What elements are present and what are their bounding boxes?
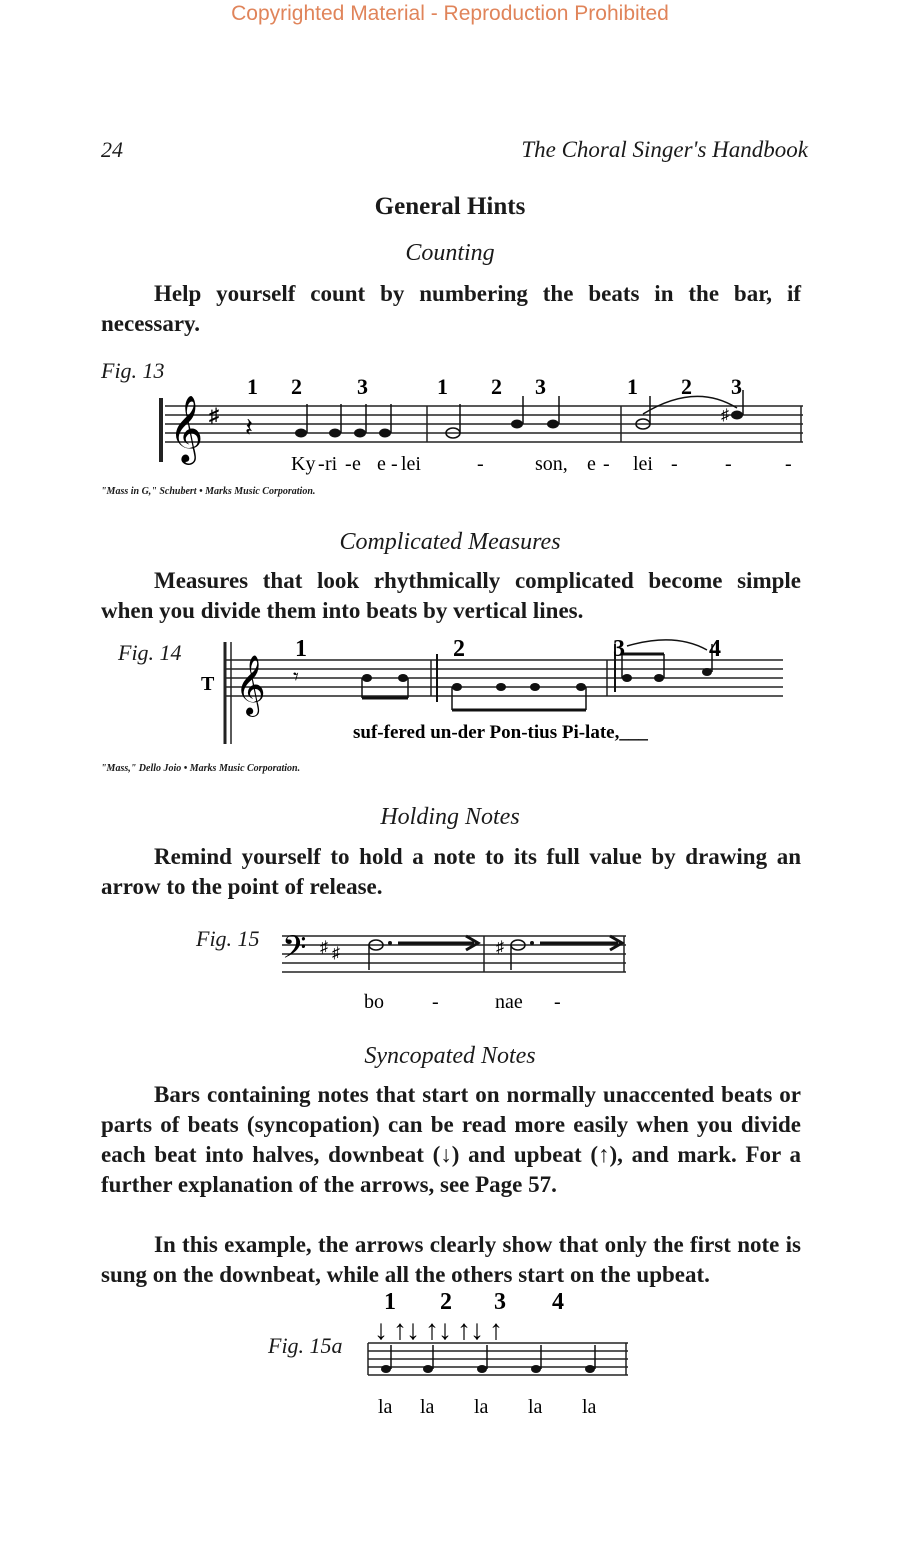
heading-complicated: Complicated Measures [339,529,561,555]
fig13-lyric: lei [633,453,653,475]
fig13-lyric: - [391,453,398,475]
fig13-count: 1 [247,374,258,399]
fig15-label: Fig. 15 [196,926,260,951]
fig15-lyric: bo [364,991,384,1013]
svg-text:♯: ♯ [209,405,219,427]
fig14-count: 2 [453,636,465,662]
fig15a-count: 2 [440,1289,452,1315]
fig14-caption: "Mass," Dello Joio • Marks Music Corporation. [101,763,301,774]
fig13-count: 1 [437,374,448,399]
fig15a-label: Fig. 15a [268,1333,343,1358]
svg-text:♯: ♯ [332,945,340,962]
fig15a-count: 1 [384,1289,396,1315]
svg-text:♯: ♯ [721,407,729,424]
svg-text:♯: ♯ [320,939,328,956]
fig13-count: 2 [291,374,302,399]
fig13-lyric: - [603,453,610,475]
fig15a-count: 4 [552,1289,564,1315]
section-title: General Hints [374,193,526,220]
fig13-label: Fig. 13 [101,358,165,383]
fig14-music [195,632,795,750]
running-title: The Choral Singer's Handbook [521,137,808,162]
fig13-lyric: e [587,453,596,475]
fig14-label: Fig. 14 [118,640,182,665]
page-number: 24 [101,137,123,162]
fig13-lyric: - [725,453,732,475]
fig14-lyrics: suf-fered un-der Pon-tius Pi-late,___ [353,722,648,743]
fig13-lyric: - [671,453,678,475]
beat-arrows-icon: ↓ ↑↓ ↑↓ ↑↓ ↑ [374,1315,502,1346]
fig15a-music [362,1285,642,1425]
fig14-voice: T [201,673,215,695]
fig13-count: 2 [491,374,502,399]
fig13-lyric: - [318,453,325,475]
fig13-count: 2 [681,374,692,399]
fig13-lyric: Ky [291,453,316,475]
fig13-lyric: - [345,453,352,475]
fig13-count: 3 [535,374,546,399]
svg-text:𝄾: 𝄾 [293,664,299,689]
heading-holding: Holding Notes [380,804,520,830]
watermark: Copyrighted Material - Reproduction Prohibited [231,2,669,25]
fig15-lyric: - [554,991,561,1013]
paragraph-syncopated-1: Bars containing notes that start on normally unaccented beats or parts of beats (syncopation) can be read more easily when you divide each beat into halves, downbeat (↓) and upbeat (↑), and mark. For a further explanation of the arrows, see Page 57. [101,1082,801,1197]
fig13-lyric: ri [325,453,338,475]
fig13-caption: "Mass in G," Schubert • Marks Music Corporation. [101,486,316,497]
bass-clef-icon: 𝄢 [282,931,307,973]
heading-syncopated: Syncopated Notes [364,1043,536,1069]
fig13-lyric: - [477,453,484,475]
fig15a-lyric: la [420,1396,435,1418]
fig13-lyric: son, [535,453,568,475]
fig15-lyric: - [432,991,439,1013]
fig13-lyric: - [785,453,792,475]
fig15a-lyric: la [528,1396,543,1418]
heading-counting: Counting [405,240,495,266]
fig15a-lyric: la [378,1396,393,1418]
paragraph-holding: Remind yourself to hold a note to its full value by drawing an arrow to the point of release. [101,844,801,899]
fig13-music [155,370,815,480]
fig13-lyric: e [352,453,361,475]
fig15a-count: 3 [494,1289,506,1315]
fig13-lyric: e [377,453,386,475]
treble-clef-icon: 𝄞 [169,396,204,461]
fig13-lyric: lei [401,453,421,475]
svg-text:𝄽: 𝄽 [245,413,253,442]
paragraph-counting: Help yourself count by numbering the beats in the bar, if necessary. [101,281,801,336]
fig14-count: 4 [709,636,721,662]
fig15a-lyric: la [582,1396,597,1418]
paragraph-syncopated-2: In this example, the arrows clearly show that only the first note is sung on the downbeat, while all the others start on the upbeat. [101,1232,801,1287]
fig14-count: 1 [295,636,307,662]
fig13-count: 1 [627,374,638,399]
fig13-count: 3 [357,374,368,399]
treble-clef-icon: 𝄞 [235,657,266,714]
fig15-music [278,926,638,1020]
svg-text:♯: ♯ [496,939,504,956]
fig14-count: 3 [613,636,625,662]
fig15-lyric: nae [495,991,523,1013]
fig13-count: 3 [731,374,742,399]
paragraph-complicated: Measures that look rhythmically complicated become simple when you divide them into beats by vertical lines. [101,568,801,623]
fig15a-lyric: la [474,1396,489,1418]
